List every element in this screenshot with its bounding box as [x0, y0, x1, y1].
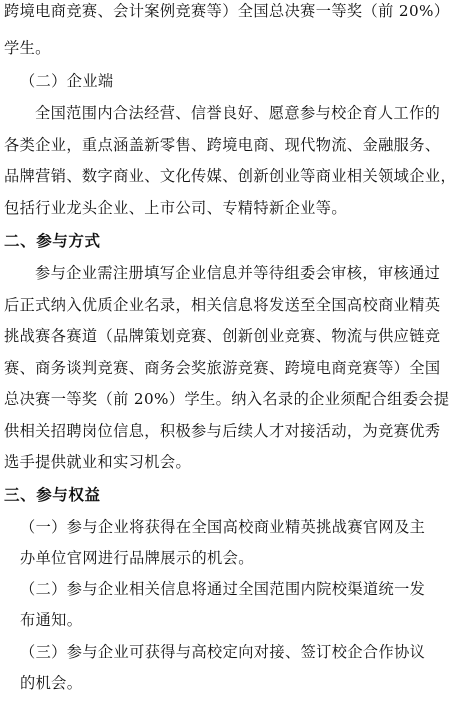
text-line: 全国范围内合法经营、信誉良好、愿意参与校企育人工作的	[35, 104, 441, 122]
text-line: （一）参与企业将获得在全国高校商业精英挑战赛官网及主	[20, 518, 426, 536]
text-line: 包括行业龙头企业、上市公司、专精特新企业等。	[4, 199, 347, 217]
section-heading: 三、参与权益	[4, 486, 101, 504]
subsection-heading: （二）企业端	[20, 72, 114, 90]
text-line: 学生。	[4, 39, 51, 57]
text-line: 后正式纳入优质企业名录，相关信息将发送至全国高校商业精英	[4, 296, 441, 314]
text-line: 各类企业，重点涵盖新零售、跨境电商、现代物流、金融服务、	[4, 136, 441, 154]
text-line: 挑战赛各赛道（品牌策划竞赛、创新创业竞赛、物流与供应链竞	[4, 327, 441, 345]
text-line: 的机会。	[20, 674, 83, 692]
text-line: （二）参与企业相关信息将通过全国范围内院校渠道统一发	[20, 580, 426, 598]
text-line: 布通知。	[20, 611, 83, 629]
text-line: 供相关招聘岗位信息，积极参与后续人才对接活动，为竞赛优秀	[4, 422, 441, 440]
section-heading: 二、参与方式	[4, 232, 101, 250]
text-line: 赛、商务谈判竞赛、商务会奖旅游竞赛、跨境电商竞赛等）全国	[4, 359, 441, 377]
text-line: （三）参与企业可获得与高校定向对接、签订校企合作协议	[20, 643, 426, 661]
text-line: 总决赛一等奖（前 20%）学生。纳入名录的企业须配合组委会提	[4, 390, 450, 408]
text-line: 参与企业需注册填写企业信息并等待组委会审核，审核通过	[35, 264, 441, 282]
text-line: 选手提供就业和实习机会。	[4, 453, 192, 471]
text-line: 品牌营销、数字商业、文化传媒、创新创业等商业相关领域企业，	[4, 167, 457, 185]
text-line: 跨境电商竞赛、会计案例竞赛等）全国总决赛一等奖（前 20%）	[4, 2, 450, 20]
text-line: 办单位官网进行品牌展示的机会。	[20, 549, 254, 567]
